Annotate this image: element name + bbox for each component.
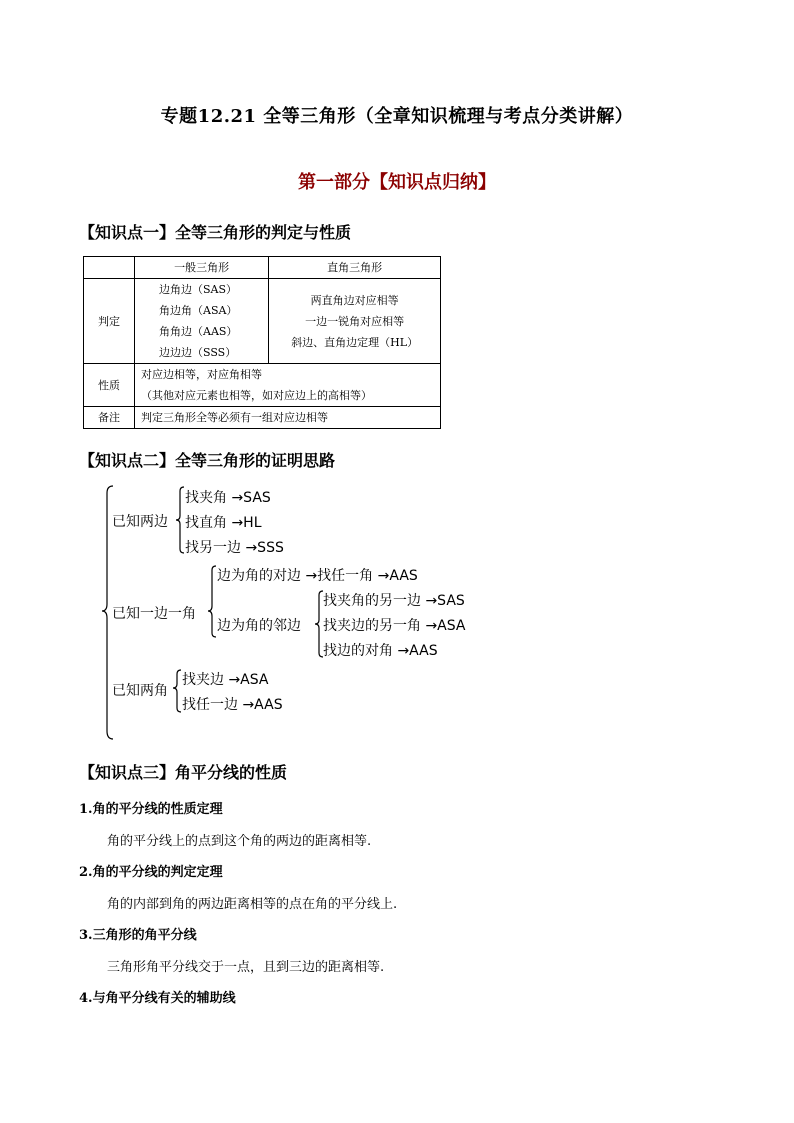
prop-line-1: 对应边相等，对应角相等 bbox=[141, 368, 262, 381]
kp3-item-3-title: 3.三角形的角平分线 bbox=[79, 928, 197, 943]
kp3-item-2-title: 2.角的平分线的判定定理 bbox=[79, 865, 223, 880]
row-label-prop: 性质 bbox=[84, 364, 135, 407]
two-angles-label: 已知两角 bbox=[112, 683, 168, 699]
two-sides-label: 已知两边 bbox=[112, 514, 168, 530]
col-header-general: 一般三角形 bbox=[135, 257, 269, 279]
judge-right-hl: 斜边、直角边定理（HL） bbox=[291, 335, 419, 349]
kp3-item-4-title: 4.与角平分线有关的辅助线 bbox=[79, 991, 236, 1006]
note-cell: 判定三角形全等必须有一组对应边相等 bbox=[135, 407, 441, 429]
two-sides-item-sas: 找夹角 →SAS bbox=[185, 490, 271, 506]
two-angles-brace bbox=[173, 670, 181, 712]
two-angles-item-aas: 找任一边 →AAS bbox=[182, 697, 283, 713]
side-angle-brace bbox=[208, 566, 216, 637]
kp3-heading: 【知识点三】角平分线的性质 bbox=[79, 763, 288, 782]
two-angles-item-asa: 找夹边 →ASA bbox=[182, 672, 269, 688]
kp3-item-1-text: 角的平分线上的点到这个角的两边的距离相等. bbox=[107, 834, 372, 849]
judge-sss: 边边边（SSS） bbox=[159, 346, 237, 359]
kp3-item-3-text: 三角形角平分线交于一点，且到三边的距离相等. bbox=[107, 960, 385, 975]
kp3-item-2-text: 角的内部到角的两边距离相等的点在角的平分线上. bbox=[107, 897, 398, 912]
judge-asa: 角边角（ASA） bbox=[159, 304, 238, 317]
judge-right-side-angle: 一边一锐角对应相等 bbox=[305, 314, 405, 328]
adjacent-item-sas: 找夹角的另一边 →SAS bbox=[323, 593, 465, 609]
col-header-right: 直角三角形 bbox=[269, 257, 441, 279]
judge-sas: 边角边（SAS） bbox=[159, 283, 238, 296]
two-sides-brace bbox=[176, 487, 184, 553]
document-title: 专题12.21 全等三角形（全章知识梳理与考点分类讲解） bbox=[160, 106, 634, 127]
judge-right-legs: 两直角边对应相等 bbox=[310, 293, 399, 307]
kp3-item-1-title: 1.角的平分线的性质定理 bbox=[79, 802, 223, 817]
part-heading: 第一部分【知识点归纳】 bbox=[298, 172, 496, 193]
row-label-note: 备注 bbox=[84, 407, 135, 429]
judge-aas: 角角边（AAS） bbox=[159, 325, 238, 338]
side-angle-label: 已知一边一角 bbox=[112, 606, 196, 622]
kp2-heading: 【知识点二】全等三角形的证明思路 bbox=[79, 451, 336, 470]
kp1-heading: 【知识点一】全等三角形的判定与性质 bbox=[79, 223, 352, 242]
opposite-side-item: 边为角的对边 →找任一角 →AAS bbox=[217, 568, 418, 584]
adjacent-side-label: 边为角的邻边 bbox=[217, 618, 301, 634]
two-sides-item-sss: 找另一边 →SSS bbox=[185, 540, 284, 556]
prop-line-2: （其他对应元素也相等，如对应边上的高相等） bbox=[141, 389, 372, 402]
row-label-judge: 判定 bbox=[84, 279, 135, 364]
adjacent-item-aas: 找边的对角 →AAS bbox=[323, 643, 438, 659]
two-sides-item-hl: 找直角 →HL bbox=[185, 515, 262, 531]
adjacent-item-asa: 找夹边的另一角 →ASA bbox=[323, 618, 466, 634]
adjacent-brace bbox=[315, 591, 323, 657]
